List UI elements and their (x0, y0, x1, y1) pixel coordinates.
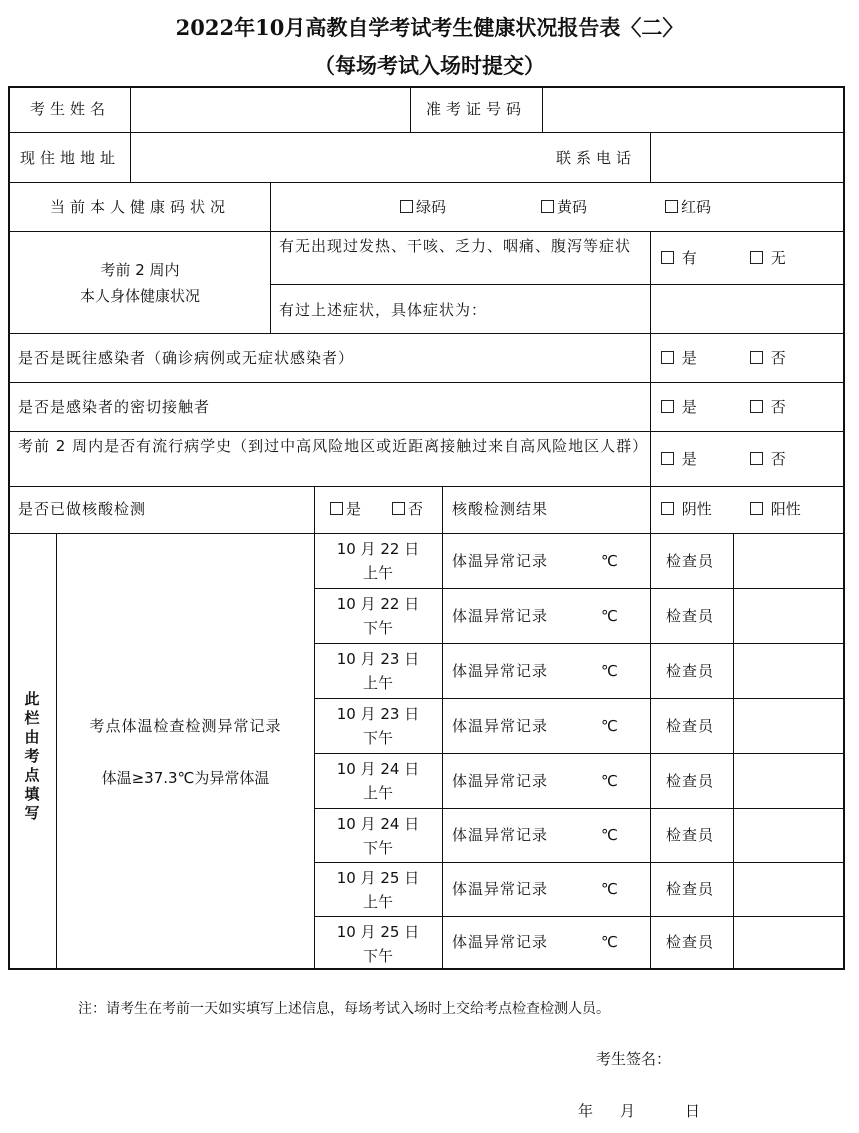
admission-number-field[interactable] (544, 88, 842, 131)
col-divider (56, 533, 57, 970)
row-divider (314, 916, 845, 917)
session-date: 10 月 25 日 (336, 869, 420, 887)
checkbox-icon (750, 400, 763, 413)
session-period: 下午 (362, 839, 393, 857)
session-date: 10 月 25 日 (336, 923, 420, 941)
prior-infection-yes-option[interactable]: 是 (661, 346, 697, 370)
symptom-question: 有无出现过发热、干咳、乏力、咽痛、腹泻等症状 (279, 237, 632, 255)
celsius-unit: ℃ (601, 880, 618, 898)
inspector-label: 检查员 (666, 880, 715, 898)
checkbox-icon (400, 200, 413, 213)
inspector-signature-field[interactable] (735, 755, 841, 806)
address-field[interactable] (132, 134, 542, 181)
celsius-unit: ℃ (601, 826, 618, 844)
two-weeks-label-1: 考前 2 周内 (100, 261, 180, 279)
name-field[interactable] (132, 88, 409, 131)
temperature-record-label: 体温异常记录 (452, 880, 549, 898)
temperature-record-label: 体温异常记录 (452, 771, 549, 790)
checkbox-icon (541, 200, 554, 213)
form-subtitle: （每场考试入场时提交） (314, 53, 545, 78)
temperature-value-field[interactable] (560, 647, 600, 694)
col-divider (733, 533, 734, 970)
temperature-value-field[interactable] (560, 537, 600, 584)
table-border-bottom (8, 968, 845, 970)
temperature-record-label: 体温异常记录 (452, 551, 549, 570)
two-weeks-label-2: 本人身体健康状况 (79, 287, 200, 305)
session-date: 10 月 24 日 (336, 815, 420, 833)
inspector-signature-field[interactable] (735, 864, 841, 914)
session-period: 上午 (362, 564, 393, 582)
symptom-yes-option[interactable]: 有 (661, 246, 697, 270)
venue-description: 考点体温检查检测异常记录 (89, 717, 282, 735)
inspector-label: 检查员 (666, 551, 715, 570)
inspector-signature-field[interactable] (735, 645, 841, 696)
checkbox-icon (750, 351, 763, 364)
nucleic-negative-option[interactable]: 阴性 (661, 497, 712, 521)
checkbox-icon (392, 502, 405, 515)
celsius-unit: ℃ (601, 933, 618, 951)
question-epidemiology: 考前 2 周内是否有流行病学史（到过中高风险地区或近距离接触过来自高风险地区人群） (18, 437, 649, 455)
row-divider (8, 382, 845, 383)
session-date: 10 月 23 日 (336, 650, 420, 668)
temperature-value-field[interactable] (560, 866, 600, 912)
row-divider (8, 333, 845, 334)
epidemiology-no-option[interactable]: 否 (750, 447, 786, 471)
row-divider (314, 808, 845, 809)
row-divider (270, 284, 845, 285)
venue-side-label-char: 填 (24, 785, 40, 803)
form-title: 2022年10月高教自学考试考生健康状况报告表〈二〉 (175, 15, 684, 40)
temperature-record-label: 体温异常记录 (452, 661, 549, 680)
date-year-label: 年 (578, 1102, 594, 1120)
inspector-signature-field[interactable] (735, 810, 841, 860)
session-period: 上午 (362, 784, 393, 802)
symptom-detail-label: 有过上述症状，具体症状为： (279, 301, 488, 319)
close-contact-yes-option[interactable]: 是 (661, 395, 697, 419)
symptom-detail-field[interactable] (652, 286, 842, 332)
nucleic-positive-option[interactable]: 阳性 (750, 497, 801, 521)
row-divider (8, 486, 845, 487)
inspector-signature-field[interactable] (735, 590, 841, 641)
col-divider (270, 182, 271, 334)
celsius-unit: ℃ (601, 606, 618, 625)
inspector-label: 检查员 (666, 716, 715, 735)
date-month-label: 月 (620, 1102, 636, 1120)
temperature-value-field[interactable] (560, 702, 600, 749)
inspector-label: 检查员 (666, 606, 715, 625)
temperature-record-label: 体温异常记录 (452, 826, 549, 844)
col-divider (650, 231, 651, 533)
celsius-unit: ℃ (601, 661, 618, 680)
inspector-signature-field[interactable] (735, 700, 841, 751)
venue-side-label-char: 点 (24, 766, 40, 784)
temperature-value-field[interactable] (560, 592, 600, 639)
row-divider (314, 753, 845, 754)
temperature-record-label: 体温异常记录 (452, 716, 549, 735)
checkbox-icon (661, 452, 674, 465)
symptom-no-option[interactable]: 无 (750, 246, 786, 270)
checkbox-icon (750, 452, 763, 465)
row-divider (314, 588, 845, 589)
session-date: 10 月 22 日 (336, 540, 420, 558)
session-date: 10 月 23 日 (336, 705, 420, 723)
venue-side-label-char: 此 (24, 690, 40, 708)
name-label: 考生姓名 (29, 100, 110, 118)
nucleic-yes-option[interactable]: 是 (330, 497, 361, 521)
col-divider (442, 486, 443, 970)
session-period: 下午 (362, 729, 393, 747)
temperature-record-label: 体温异常记录 (452, 606, 549, 625)
celsius-unit: ℃ (601, 771, 618, 790)
inspector-label: 检查员 (666, 933, 715, 951)
row-divider (8, 431, 845, 432)
abnormal-temperature-threshold: 体温≥37.3℃为异常体温 (101, 769, 270, 787)
checkbox-icon (661, 251, 674, 264)
prior-infection-no-option[interactable]: 否 (750, 346, 786, 370)
health-code-yellow-option[interactable]: 黄码 (541, 195, 587, 219)
row-divider (8, 182, 845, 183)
venue-side-label-char: 考 (24, 747, 40, 765)
checkbox-icon (750, 502, 763, 515)
venue-side-label-char: 栏 (24, 709, 40, 727)
temperature-value-field[interactable] (560, 812, 600, 858)
phone-label: 联系电话 (555, 149, 636, 167)
nucleic-no-option[interactable]: 否 (392, 497, 423, 521)
col-divider (650, 132, 651, 183)
health-code-red-option[interactable]: 红码 (665, 195, 711, 219)
session-period: 上午 (362, 893, 393, 911)
checkbox-icon (661, 351, 674, 364)
venue-side-label-char: 写 (24, 804, 40, 822)
venue-side-label (18, 690, 46, 823)
temperature-value-field[interactable] (560, 757, 600, 804)
question-close-contact: 是否是感染者的密切接触者 (18, 398, 211, 416)
inspector-label: 检查员 (666, 771, 715, 790)
checkbox-icon (665, 200, 678, 213)
checkbox-icon (661, 400, 674, 413)
footnote: 注：请考生在考前一天如实填写上述信息，每场考试入场时上交给考点检查检测人员。 (78, 1001, 610, 1017)
address-label: 现住地地址 (19, 149, 120, 167)
session-date: 10 月 22 日 (336, 595, 420, 613)
row-divider (8, 231, 845, 232)
col-divider (542, 86, 543, 133)
col-divider (650, 533, 651, 970)
venue-side-label-char: 由 (24, 728, 40, 746)
row-divider (8, 132, 845, 133)
health-code-green-option[interactable]: 绿码 (400, 195, 446, 219)
phone-field[interactable] (652, 134, 842, 181)
table-border-right (843, 86, 845, 970)
epidemiology-yes-option[interactable]: 是 (661, 447, 697, 471)
session-date: 10 月 24 日 (336, 760, 420, 778)
admission-number-label: 准考证号码 (425, 100, 526, 118)
signature-field[interactable] (680, 1036, 830, 1066)
temperature-record-label: 体温异常记录 (452, 933, 549, 951)
session-period: 上午 (362, 674, 393, 692)
row-divider (8, 533, 845, 534)
question-prior-infection: 是否是既往感染者（确诊病例或无症状感染者） (18, 349, 355, 367)
inspector-signature-field[interactable] (735, 918, 841, 966)
checkbox-icon (330, 502, 343, 515)
nucleic-test-label: 是否已做核酸检测 (18, 500, 147, 518)
celsius-unit: ℃ (601, 716, 618, 735)
health-code-label: 当前本人健康码状况 (49, 198, 230, 216)
row-divider (314, 643, 845, 644)
date-day-label: 日 (685, 1102, 701, 1120)
close-contact-no-option[interactable]: 否 (750, 395, 786, 419)
col-divider (130, 86, 131, 183)
row-divider (314, 862, 845, 863)
session-period: 下午 (362, 947, 393, 965)
celsius-unit: ℃ (601, 551, 618, 570)
checkbox-icon (750, 251, 763, 264)
inspector-label: 检查员 (666, 826, 715, 844)
row-divider (314, 698, 845, 699)
inspector-label: 检查员 (666, 661, 715, 680)
temperature-value-field[interactable] (560, 920, 600, 964)
session-period: 下午 (362, 619, 393, 637)
signature-label: 考生签名： (596, 1050, 672, 1068)
checkbox-icon (661, 502, 674, 515)
inspector-signature-field[interactable] (735, 535, 841, 586)
nucleic-result-label: 核酸检测结果 (452, 500, 549, 518)
